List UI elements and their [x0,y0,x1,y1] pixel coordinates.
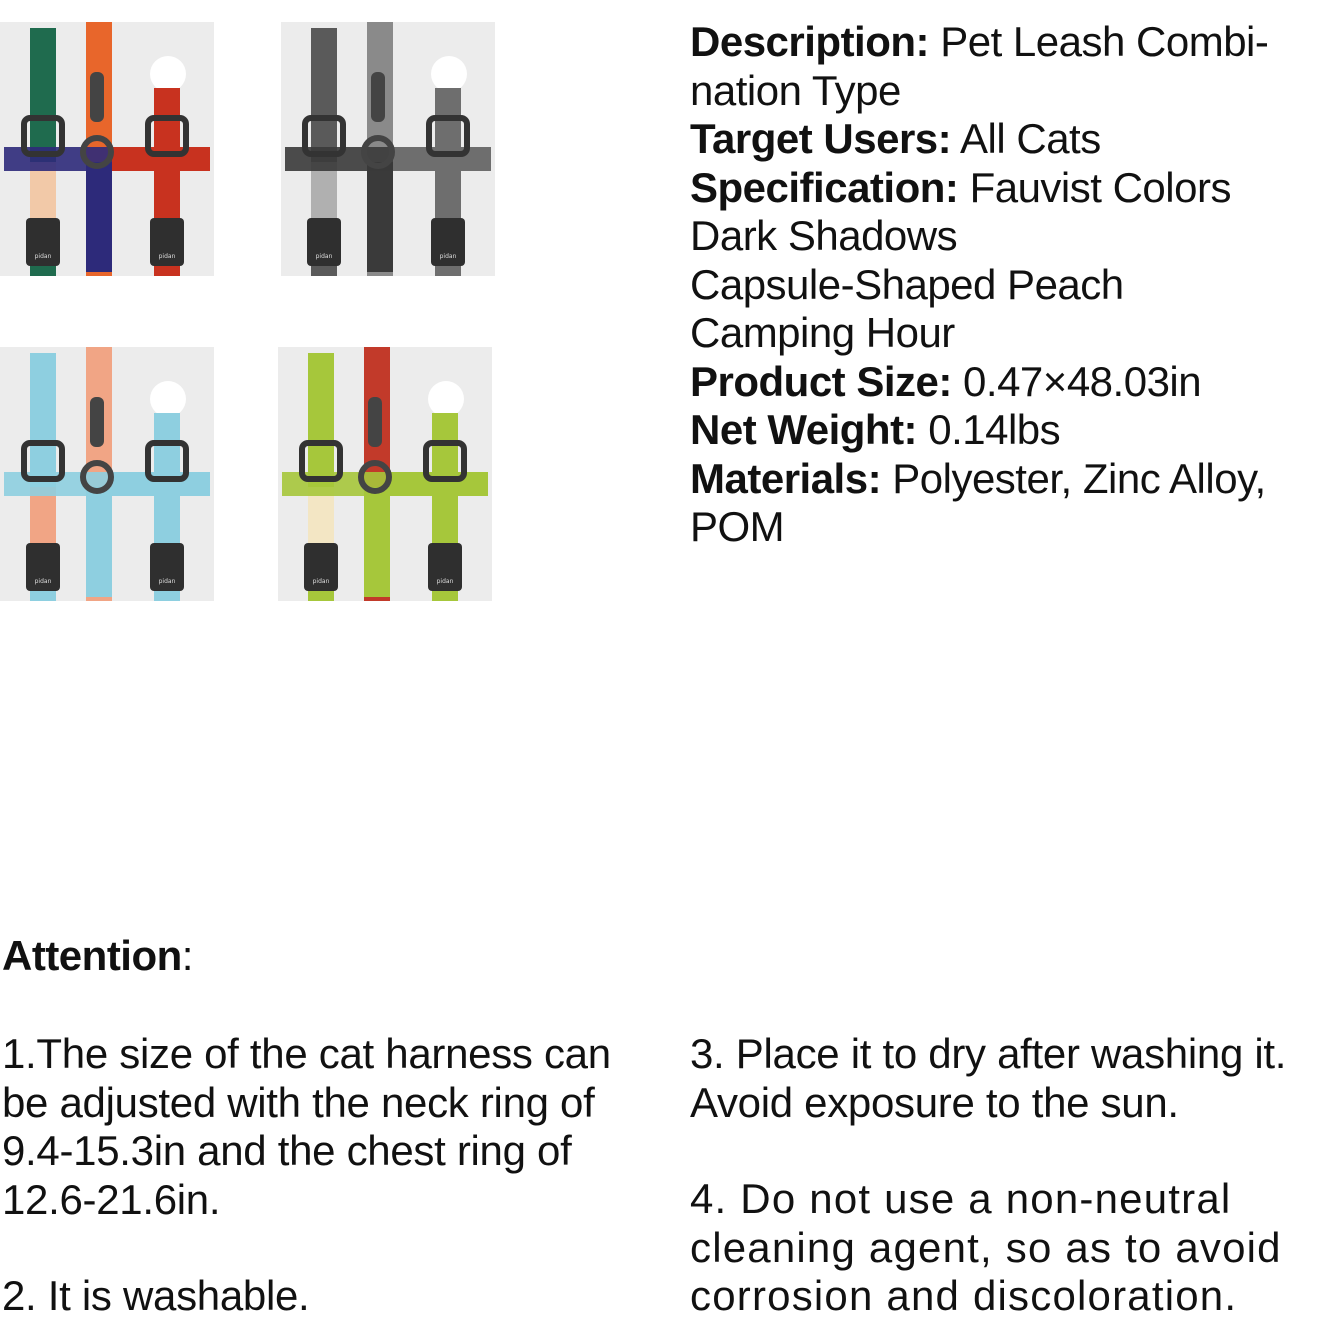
spec-materials [690,455,1330,552]
spec-value: Capsule-Shaped Peach [690,260,1124,308]
center-strap-pattern [364,487,390,597]
spec-value: Polyester, Zinc Alloy, POM [690,454,1266,550]
leash-clip [90,397,104,447]
spec-label: Product Size: [690,357,952,405]
spec-label: Description: [690,18,930,65]
attention-colon: : [181,932,193,979]
leash-clip [368,397,382,447]
leash-clip [371,72,385,122]
spec-value: Camping Hour [690,309,955,356]
hang-hole [428,381,464,417]
attention-note-3: 3. Place it to dry after washing it. Avoid exposure to the sun. [690,1030,1287,1126]
attention-note-4: 4. Do not use a non-neutral cleaning agent, so as to avoid corrosion and discoloration. [690,1175,1282,1319]
hang-hole [431,56,467,92]
cross-strap-right [112,147,210,171]
spec-label: Target Users: [690,115,952,162]
spec-value: Dark Shadows [690,212,958,259]
spec-label: Specification: [690,163,959,211]
hang-hole [150,56,186,92]
spec-value: 0.47×48.03in [963,357,1202,405]
product-specs [690,18,1330,552]
spec-value: Pet Leash Combi-nation Type [690,18,1269,114]
attention-heading [2,932,193,980]
attention-title-text: Attention [2,932,182,979]
brand-label: pidan [34,253,52,260]
cross-strap-right [390,472,488,496]
spec-label: Materials: [690,454,882,502]
spec-value: All Cats [960,115,1101,162]
spec-product-size [690,358,1330,407]
center-strap-pattern [367,162,393,272]
harness-illustration [0,347,214,601]
spec-target-users [690,115,1330,164]
spec-value: Fauvist Colors [969,163,1231,211]
spec-net-weight [690,406,1330,455]
brand-label: pidan [436,578,454,585]
harness-illustration [0,22,214,276]
spec-specification [690,164,1330,358]
brand-label: pidan [315,253,333,260]
center-strap-pattern [86,162,112,272]
center-strap-pattern [86,487,112,597]
brand-label: pidan [34,578,52,585]
brand-label: pidan [158,578,176,585]
spec-description [690,18,1330,115]
leash-clip [90,72,104,122]
harness-illustration [281,22,495,276]
hang-hole [150,381,186,417]
product-image-capsule-peach [0,347,214,601]
harness-illustration [278,347,492,601]
spec-value: 0.14lbs [928,406,1061,453]
product-image-fauvist-colors [0,22,214,276]
attention-note-1: 1.The size of the cat harness can be adjusted with the neck ring of 9.4-15.3in and the chest ring of 12.6-21.6in. [2,1030,611,1223]
product-image-dark-shadows [281,22,495,276]
product-image-camping-hour [278,347,492,601]
spec-label: Net Weight: [690,406,918,453]
attention-note-2: 2. It is washable. [2,1272,310,1319]
brand-label: pidan [158,253,176,260]
cross-strap-right [393,147,491,171]
brand-label: pidan [439,253,457,260]
brand-label: pidan [312,578,330,585]
cross-strap-right [112,472,210,496]
